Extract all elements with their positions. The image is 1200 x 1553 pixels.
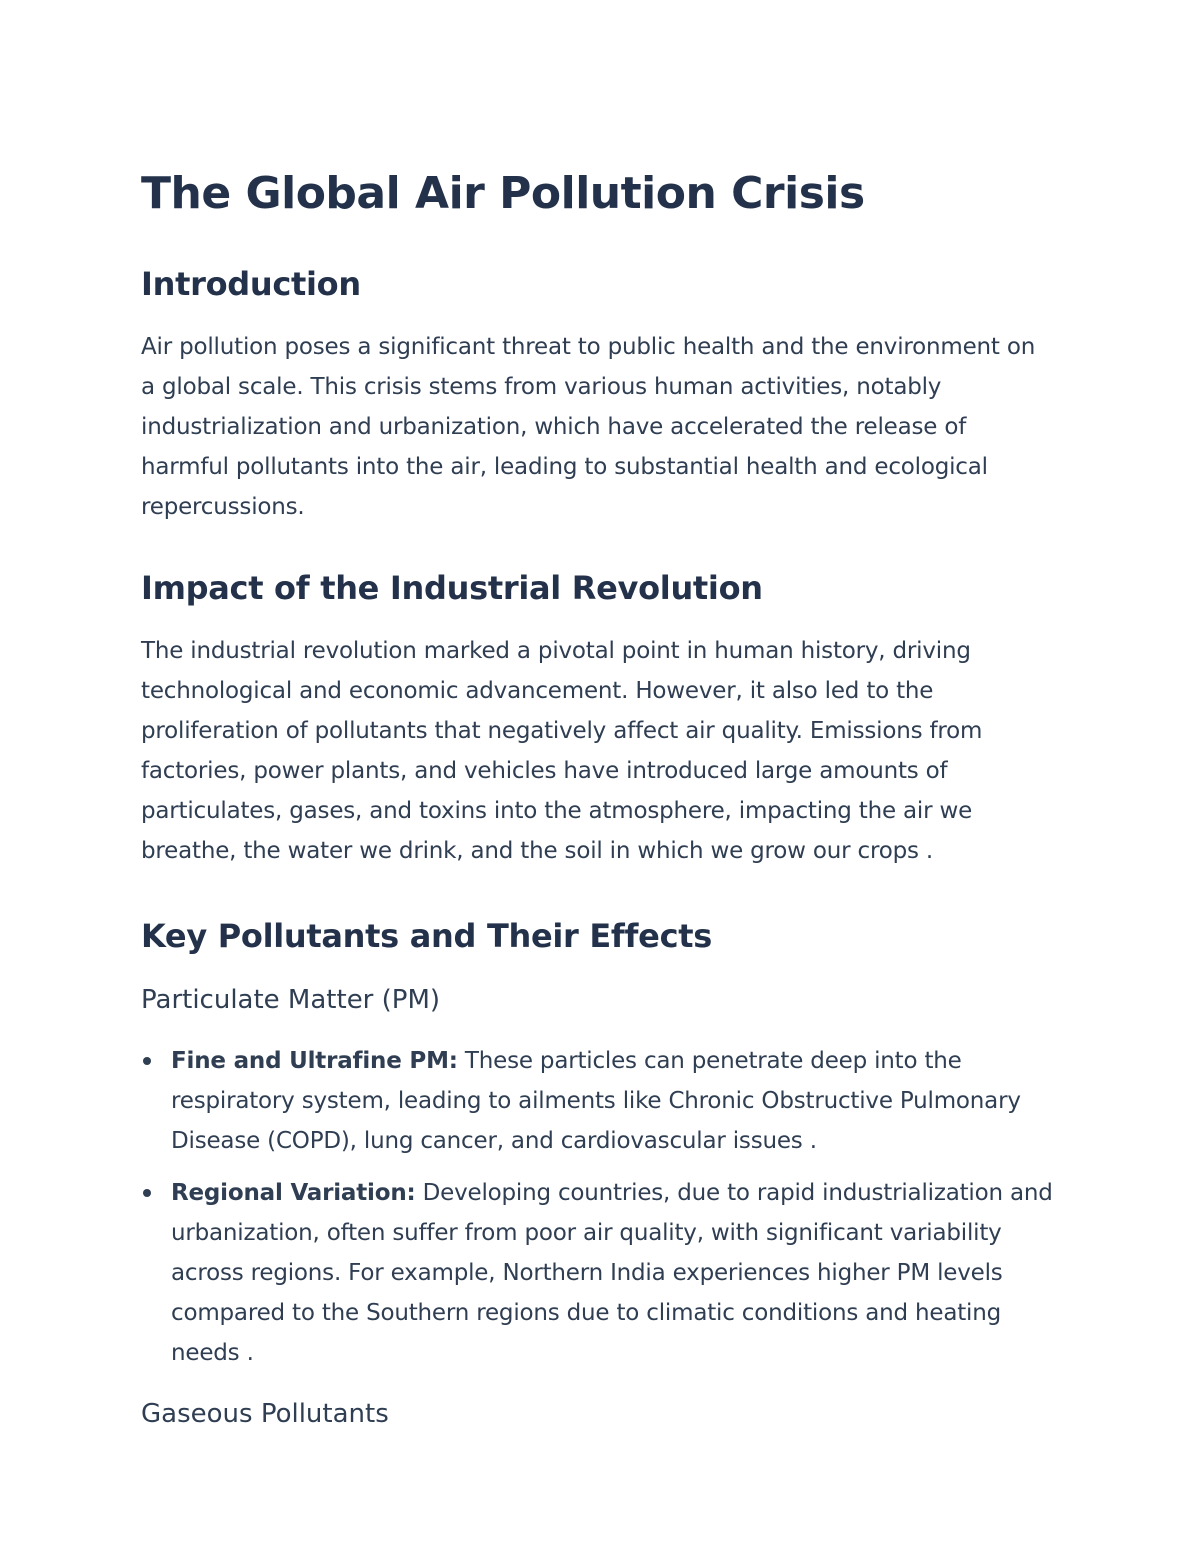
introduction-heading: Introduction (141, 265, 361, 303)
particulate-matter-list (141, 1041, 1056, 1373)
bullet-icon (143, 1189, 151, 1197)
introduction-paragraph: Air pollution poses a significant threat to public health and the environment on a global scale. This crisis stems from various human activities, notably industrialization and urbanization, which have accelerated the release of harmful pollutants into the air, leading to substantial health and ecological repercussions. (141, 334, 1036, 520)
document-page (141, 165, 1056, 1431)
key-pollutants-heading: Key Pollutants and Their Effects (141, 917, 712, 955)
gaseous-pollutants-subheading: Gaseous Pollutants (141, 1399, 389, 1429)
list-item-lead: Fine and Ultrafine PM: (171, 1048, 458, 1074)
particulate-matter-subheading: Particulate Matter (PM) (141, 985, 441, 1015)
list-item (141, 1041, 1056, 1161)
document-title: The Global Air Pollution Crisis (141, 168, 865, 219)
industrial-revolution-heading: Impact of the Industrial Revolution (141, 569, 763, 607)
list-item-text: Developing countries, due to rapid industrialization and urbanization, often suffer from poor air quality, with significant variability across regions. For example, Northern India experiences higher PM levels compared to the Southern regions due to climatic conditions and heating needs . (171, 1180, 1053, 1366)
list-item (141, 1173, 1056, 1373)
bullet-icon (143, 1057, 151, 1065)
industrial-revolution-paragraph: The industrial revolution marked a pivotal point in human history, driving technological and economic advancement. However, it also led to the proliferation of pollutants that negatively affect air quality. Emissions from factories, power plants, and vehicles have introduced large amounts of particulates, gases, and toxins into the atmosphere, impacting the air we breathe, the water we drink, and the soil in which we grow our crops . (141, 638, 983, 864)
list-item-lead: Regional Variation: (171, 1180, 416, 1206)
list-item-text: These particles can penetrate deep into the respiratory system, leading to ailments like Chronic Obstructive Pulmonary Disease (COPD), lung cancer, and cardiovascular issues . (171, 1048, 1021, 1154)
